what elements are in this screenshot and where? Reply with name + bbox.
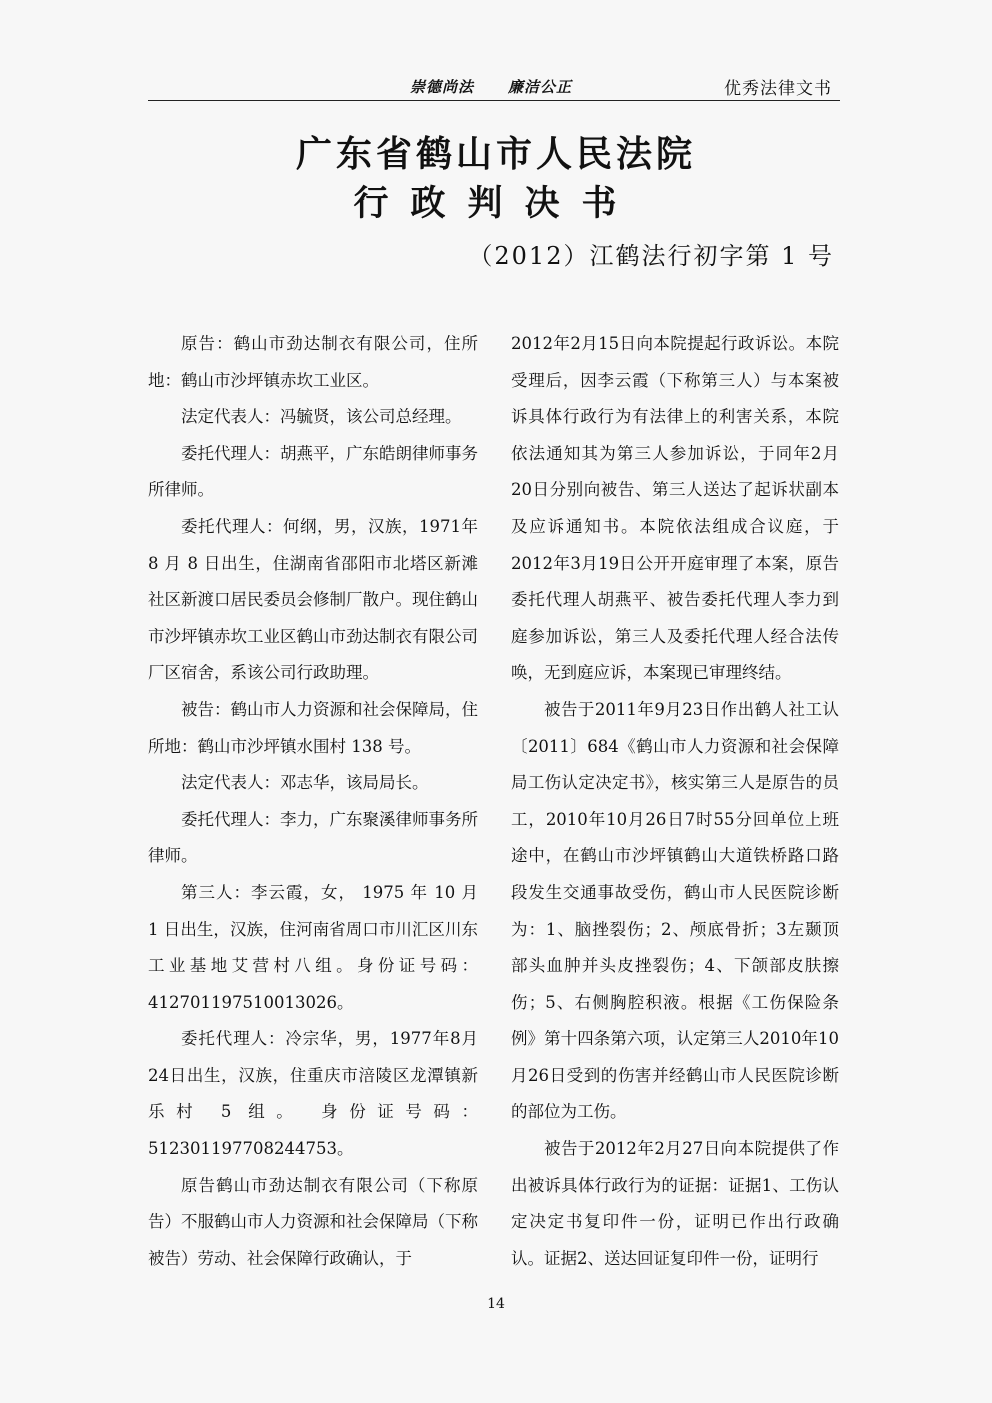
paragraph-plaintiff-agent-2: 委托代理人：何纲，男，汉族，1971年 8 月 8 日出生，住湖南省邵阳市北塔区新滩社区新渡口居民委员会修制厂散户。现住鹤山市沙坪镇赤坎工业区鹤山市劲达制衣有限公司厂区宿舍，系该公司行政助理。 [148,516,478,683]
motto-text-2: 廉洁公正 [508,78,573,96]
paragraph-defendant-rep: 法定代表人：邓志华，该局局长。 [181,773,429,793]
court-name: 广东省鹤山市人民法院 [295,134,696,175]
paragraph-plaintiff-rep: 法定代表人：冯毓贤，该公司总经理。 [181,407,462,427]
paragraph-case-intro-continued: 2012年2月15日向本院提起行政诉讼。本院受理后，因李云霞（下称第三人）与本案被诉具体行政行为有法律上的利害关系，本院依法通知其为第三人参加诉讼，于同年2月20日分别向被告、第三人送达了起诉状副本及应诉通知书。本院依法组成合议庭，于2012年3月19日公开开庭审理了本案，原告委托代理人胡燕平、被告委托代理人李力到庭参加诉讼，第三人及委托代理人经合法传唤，无到庭应诉，本案现已审理终结。 [511,334,839,683]
paragraph-plaintiff-agent-1: 委托代理人：胡燕平，广东皓朗律师事务所律师。 [148,443,478,500]
header-motto [410,76,572,97]
paragraph-third-party-agent: 委托代理人：冷宗华，男，1977年8月24日出生，汉族，住重庆市涪陵区龙潭镇新乐村 5 组。 身份证号码：512301197708244753。 [148,1029,478,1159]
paragraph-case-intro: 原告鹤山市劲达制衣有限公司（下称原告）不服鹤山市人力资源和社会保障局（下称被告）劳动、社会保障行政确认，于 [148,1175,478,1268]
right-column [511,326,839,1277]
page-number: 14 [487,1296,505,1312]
paragraph-third-party: 第三人：李云霞，女， 1975 年 10 月 1 日出生，汉族，住河南省周口市川汇区川东工业基地艾营村八组。身份证号码：412701197510013026。 [148,882,478,1012]
document-type-title: 行政判决书 [353,184,639,224]
paragraph-injury-determination: 被告于2011年9月23日作出鹤人社工认〔2011〕684《鹤山市人力资源和社会保障局工伤认定决定书》，核实第三人是原告的员工，2010年10月26日7时55分回单位上班途中，在鹤山市沙坪镇鹤山大道铁桥路口路段发生交通事故受伤，鹤山市人民医院诊断为：1、脑挫裂伤；2、颅底骨折；3左颞顶部头血肿并头皮挫裂伤；4、下颌部皮肤擦伤；5、右侧胸腔积液。根据《工伤保险条例》第十四条第六项，认定第三人2010年10月26日受到的伤害并经鹤山市人民医院诊断的部位为工伤。 [511,699,839,1122]
running-header [148,60,840,101]
paragraph-evidence: 被告于2012年2月27日向本院提供了作出被诉具体行政行为的证据：证据1、工伤认定决定书复印件一份，证明已作出行政确认。证据2、送达回证复印件一份，证明行 [511,1139,839,1268]
paragraph-plaintiff: 原告：鹤山市劲达制衣有限公司，住所地：鹤山市沙坪镇赤坎工业区。 [148,334,478,390]
paragraph-defendant: 被告：鹤山市人力资源和社会保障局，住所地：鹤山市沙坪镇水围村 138 号。 [148,699,478,756]
series-name: 优秀法律文书 [724,79,832,99]
paragraph-defendant-agent: 委托代理人：李力，广东聚溪律师事务所律师。 [148,809,478,866]
case-number: （2012）江鹤法行初字第 1 号 [468,242,834,270]
left-column [148,326,478,1277]
motto-text-1: 崇德尚法 [410,78,475,96]
